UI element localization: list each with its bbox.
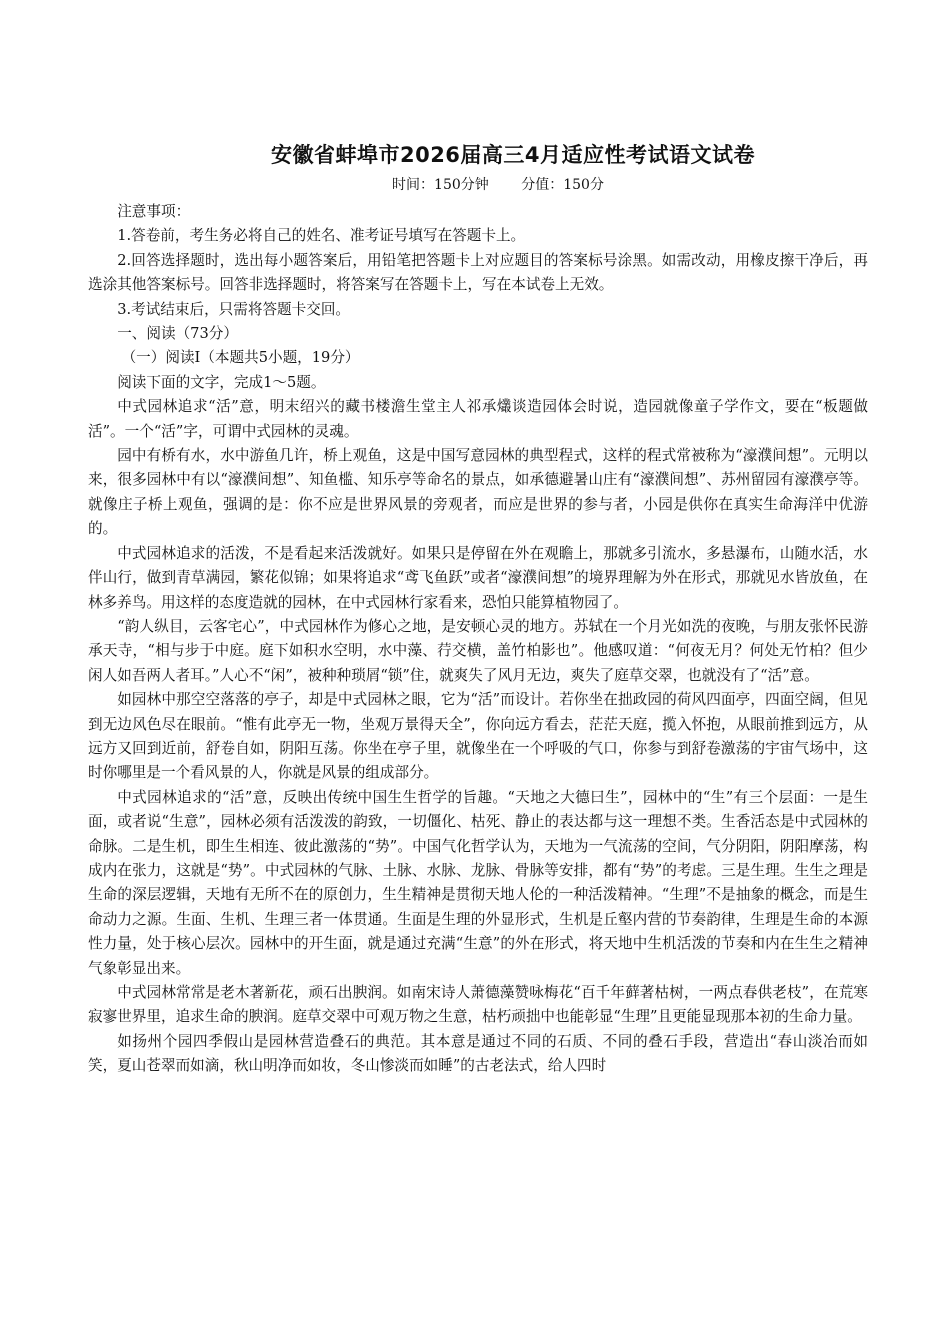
passage-paragraph: 中式园林追求“活”意，明末绍兴的藏书楼澹生堂主人祁承爜谈造园体会时说，造园就像童子学作文，要在“板题做活”。一个“活”字，可谓中式园林的灵魂。	[88, 398, 868, 440]
exam-page	[88, 140, 868, 1079]
notice-item: 2.回答选择题时，选出每小题答案后，用铅笔把答题卡上对应题目的答案标号涂黑。如需改动，用橡皮擦干净后，再选涂其他答案标号。回答非选择题时，将答案写在答题卡上，写在本试卷上无效。	[88, 251, 868, 294]
exam-time: 时间：150分钟	[392, 177, 489, 193]
section-subtitle: （一）阅读Ⅰ（本题共5小题，19分）	[121, 349, 360, 367]
passage-paragraph: “韵人纵目，云客宅心”，中式园林作为修心之地，是安顿心灵的地方。苏轼在一个月光如洗的夜晚，与朋友张怀民游承天寺，“相与步于中庭。庭下如积水空明，水中藻、荇交横，盖竹柏影也”。他感叹道：“何夜无月？何处无竹柏？但少闲人如吾两人者耳。”人心不“闲”，被种种琐屑“锁”住，就爽失了风月无边，爽失了庭草交翠，也就没有了“活”意。	[88, 617, 868, 684]
notice-item: 1.答卷前，考生务必将自己的姓名、准考证号填写在答题卡上。	[117, 227, 526, 245]
exam-meta	[128, 174, 868, 196]
passage-paragraph: 如扬州个园四季假山是园林营造叠石的典范。其本意是通过不同的石质、不同的叠石手段，营造出“春山淡冶而如笑，夏山苍翠而如滴，秋山明净而如妆，冬山惨淡而如睡”的古老法式，给人四时	[88, 1032, 868, 1075]
exam-score: 分值：150分	[521, 177, 604, 193]
passage-paragraph: 如园林中那空空落落的亭子，却是中式园林之眼，它为“活”而设计。若你坐在拙政园的荷风四面亭，四面空阔，但见到无边风色尽在眼前。“惟有此亭无一物，坐观万景得天全”，你向远方看去，茫茫天庭，揽入怀抱，从眼前推到远方，从远方又回到近前，舒卷自如，阴阳互荡。你坐在亭子里，就像坐在一个呼吸的气口，你参与到舒卷激荡的宇宙气场中，这时你哪里是一个看风景的人，你就是风景的组成部分。	[88, 691, 868, 782]
passage-paragraph: 中式园林追求的活泼，不是看起来活泼就好。如果只是停留在外在观瞻上，那就多引流水，多悬瀑布，山随水活，水伴山行，做到青草满园，繁花似锦；如果将追求“鸢飞鱼跃”或者“濠濮间想”的境界理解为外在形式，那就见水皆放鱼，在林多养鸟。用这样的态度造就的园林，在中式园林行家看来，恐怕只能算植物园了。	[88, 544, 868, 611]
passage-paragraph: 中式园林常常是老木著新花，顽石出腴润。如南宋诗人萧德藻赞咏梅花“百千年藓著枯树，一两点春供老枝”，在荒寒寂寥世界里，追求生命的腴润。庭草交翠中可观万物之生意，枯朽顽拙中也能彰显“生理”且更能显现那本初的生命力量。	[88, 984, 868, 1026]
passage-paragraph: 中式园林追求的“活”意，反映出传统中国生生哲学的旨趣。“天地之大德曰生”，园林中的“生”有三个层面：一是生面，或者说“生意”，园林必须有活泼泼的韵致，一切僵化、枯死、静止的表达都与这一理想不类。生香活态是中式园林的命脉。二是生机，即生生相连、彼此激荡的“势”。中国气化哲学认为，天地为一气流荡的空间，气分阴阳，阴阳摩荡，构成内在张力，这就是“势”。中式园林的气脉、土脉、水脉、龙脉、骨脉等安排，都有“势”的考虑。三是生理。生生之理是生命的深层逻辑，天地有无所不在的原创力，生生精神是贯彻天地人伦的一种活泼精神。“生理”不是抽象的概念，而是生命动力之源。生面、生机、生理三者一体贯通。生面是生理的外显形式，生机是丘壑内营的节奏韵律，生理是生命的本源性力量，处于核心层次。园林中的开生面，就是通过充满“生意”的外在形式，将天地中生机活泼的节奏和内在生生之精神气象彰显出来。	[88, 788, 868, 977]
notices-heading: 注意事项：	[117, 203, 191, 220]
reading-instruction: 阅读下面的文字，完成1～5题。	[117, 373, 326, 391]
passage-paragraph: 园中有桥有水，水中游鱼几许，桥上观鱼，这是中国写意园林的典型程式，这样的程式常被称为“濠濮间想”。元明以来，很多园林中有以“濠濮间想”、知鱼槛、知乐亭等命名的景点，如承德避暑山庄有“濠濮间想”、苏州留园有濠濮亭等。就像庄子桥上观鱼，强调的是：你不应是世界风景的旁观者，而应是世界的参与者，小园是供你在真实生命海洋中优游的。	[88, 447, 868, 538]
section-title: 一、阅读（73分）	[117, 325, 238, 343]
notice-item: 3.考试结束后，只需将答题卡交回。	[117, 300, 351, 318]
page-title: 安徽省蚌埠市2026届高三4月适应性考试语文试卷	[270, 143, 756, 167]
